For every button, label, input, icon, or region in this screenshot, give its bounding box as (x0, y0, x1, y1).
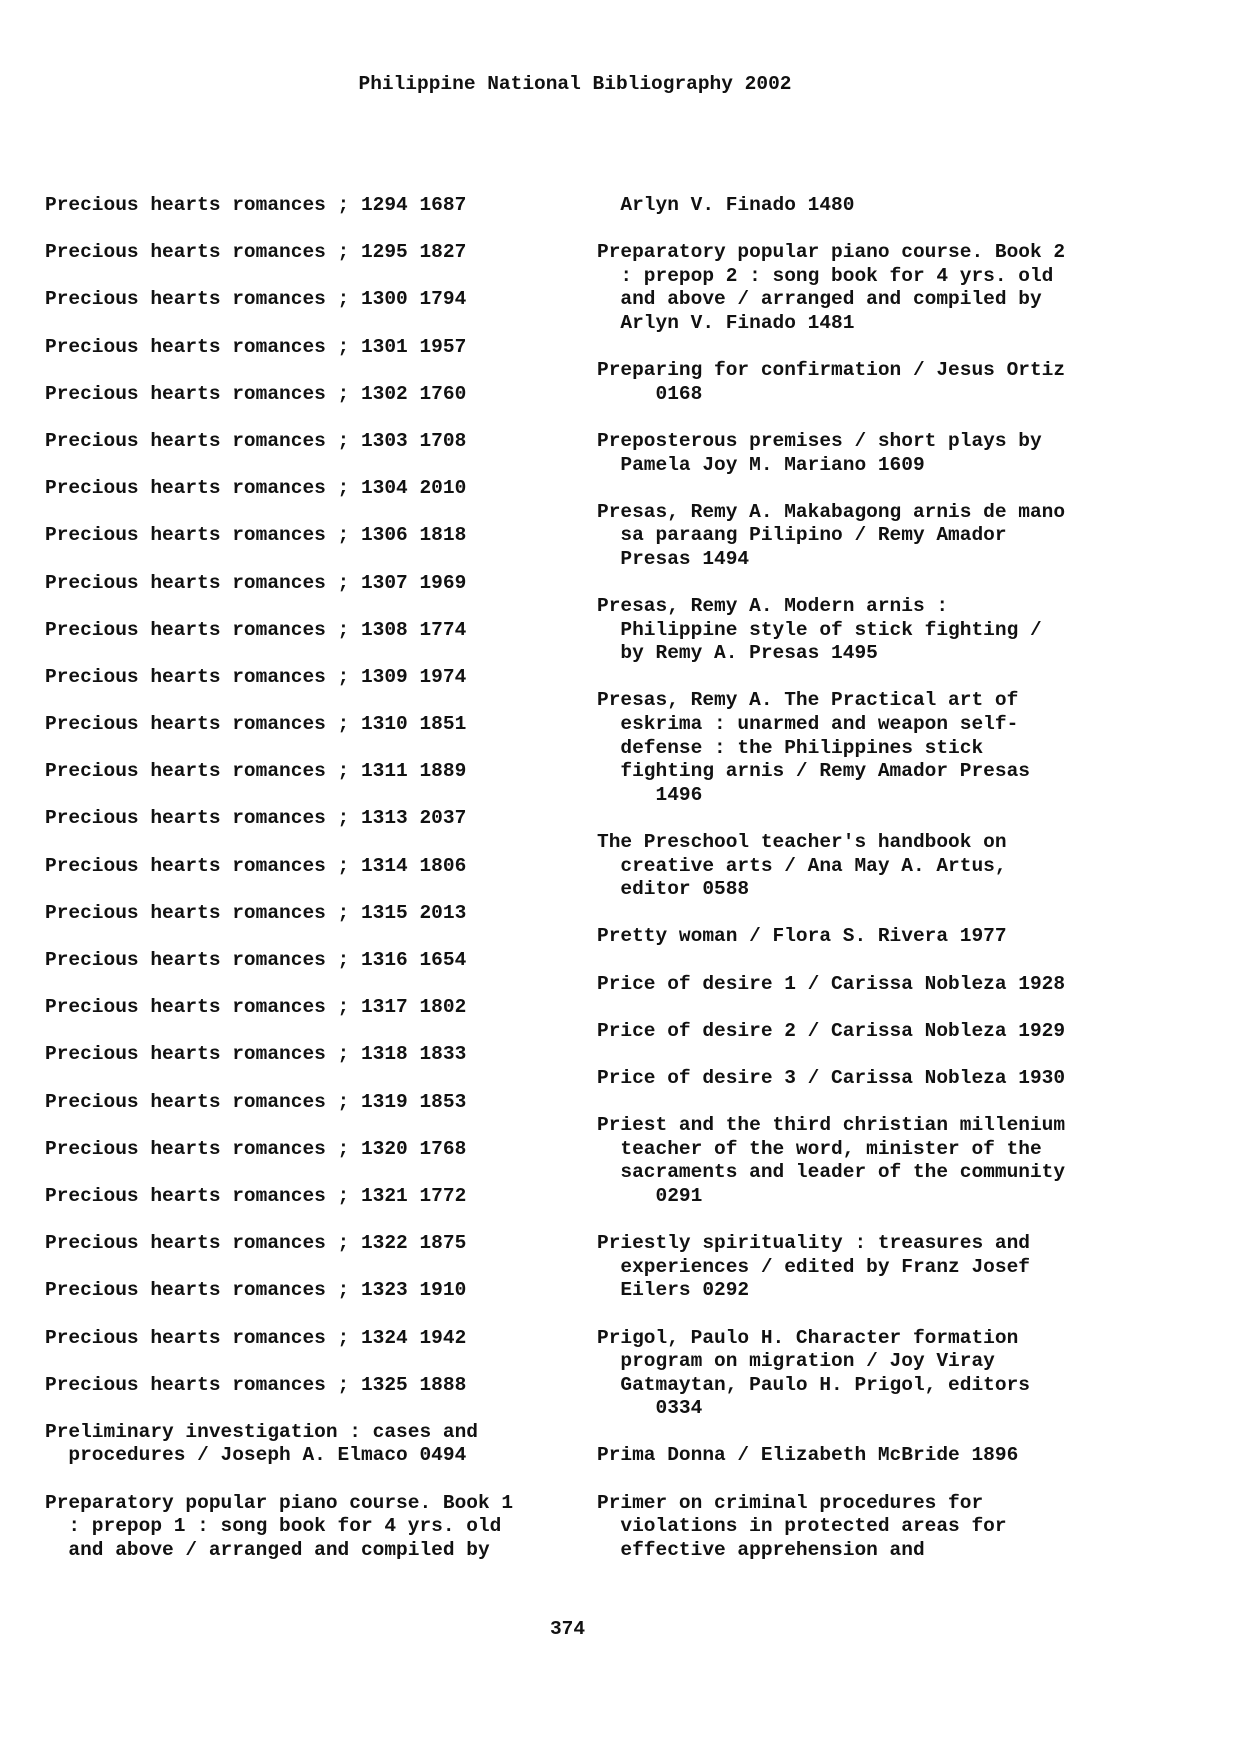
bibliography-entry (45, 902, 565, 926)
bibliography-entry (45, 949, 565, 973)
entry-line: Precious hearts romances ; 1324 1942 (45, 1326, 467, 1349)
entry-line: 1496 (597, 783, 703, 806)
bibliography-entry (45, 336, 565, 360)
entry-line: 0334 (597, 1397, 703, 1420)
bibliography-entry (45, 477, 565, 501)
bibliography-entry (45, 855, 565, 879)
bibliography-entry (45, 1185, 565, 1209)
left-column (45, 194, 565, 1586)
entry-line: Gatmaytan, Paulo H. Prigol, editors (597, 1373, 1030, 1396)
entry-line: Precious hearts romances ; 1311 1889 (45, 760, 467, 783)
entry-line: Preparing for confirmation / Jesus Ortiz (597, 359, 1066, 382)
entry-line: Precious hearts romances ; 1310 1851 (45, 713, 467, 736)
entry-line: Precious hearts romances ; 1322 1875 (45, 1232, 467, 1255)
entry-line: experiences / edited by Franz Josef (597, 1255, 1030, 1278)
entry-line: Precious hearts romances ; 1321 1772 (45, 1184, 467, 1207)
entry-line: Arlyn V. Finado 1480 (597, 194, 855, 216)
bibliography-entry (45, 1232, 565, 1256)
entry-line: by Remy A. Presas 1495 (597, 642, 878, 665)
entry-line: Precious hearts romances ; 1323 1910 (45, 1279, 467, 1302)
bibliography-entry (45, 524, 565, 548)
entry-line: procedures / Joseph A. Elmaco 0494 (45, 1444, 467, 1467)
entry-line: Precious hearts romances ; 1301 1957 (45, 335, 467, 358)
entry-line: effective apprehension and (597, 1538, 925, 1561)
bibliography-entry (597, 1327, 1157, 1421)
page-number: 374 (549, 1618, 586, 1640)
bibliography-entry (597, 359, 1157, 406)
entry-line: Presas, Remy A. The Practical art of (597, 689, 1019, 712)
entry-line: Precious hearts romances ; 1308 1774 (45, 618, 467, 641)
entry-line: : prepop 2 : song book for 4 yrs. old (597, 264, 1054, 287)
entry-line: Pamela Joy M. Mariano 1609 (597, 453, 925, 476)
entry-line: Presas 1494 (597, 547, 750, 570)
entry-line: Pretty woman / Flora S. Rivera 1977 (597, 925, 1007, 948)
entry-line: Preparatory popular piano course. Book 2 (597, 241, 1066, 264)
entry-line: The Preschool teacher's handbook on (597, 831, 1007, 854)
bibliography-entry (45, 1043, 565, 1067)
entry-line: Precious hearts romances ; 1309 1974 (45, 665, 467, 688)
entry-line: and above / arranged and compiled by (45, 1538, 490, 1561)
bibliography-entry (597, 925, 1157, 949)
entry-line: Eilers 0292 (597, 1279, 750, 1302)
entry-line: 0291 (597, 1184, 703, 1207)
page-header: Philippine National Bibliography 2002 (358, 73, 792, 95)
entry-line: Price of desire 2 / Carissa Nobleza 1929 (597, 1019, 1066, 1042)
bibliography-entry (597, 1067, 1157, 1091)
bibliography-entry (45, 1138, 565, 1162)
entry-line: Preparatory popular piano course. Book 1 (45, 1491, 514, 1514)
bibliography-entry (597, 689, 1157, 807)
entry-line: Precious hearts romances ; 1307 1969 (45, 571, 467, 594)
entry-line: fighting arnis / Remy Amador Presas (597, 760, 1030, 783)
entry-line: Preliminary investigation : cases and (45, 1420, 478, 1443)
entry-line: Precious hearts romances ; 1295 1827 (45, 241, 467, 264)
bibliography-entry (45, 996, 565, 1020)
bibliography-entry (45, 1492, 565, 1563)
entry-line: 0168 (597, 382, 703, 405)
bibliography-entry (597, 831, 1157, 902)
bibliography-entry (45, 572, 565, 596)
entry-line: Presas, Remy A. Modern arnis : (597, 595, 949, 618)
entry-line: Precious hearts romances ; 1304 2010 (45, 477, 467, 500)
bibliography-entry (45, 619, 565, 643)
entry-line: Priestly spirituality : treasures and (597, 1232, 1030, 1255)
entry-line: Presas, Remy A. Makabagong arnis de mano (597, 500, 1066, 523)
bibliography-entry (597, 973, 1157, 997)
bibliography-entry (597, 501, 1157, 572)
entry-line: Precious hearts romances ; 1302 1760 (45, 382, 467, 405)
entry-line: and above / arranged and compiled by (597, 288, 1042, 311)
entry-line: sacraments and leader of the community (597, 1161, 1066, 1184)
entry-line: Primer on criminal procedures for (597, 1491, 984, 1514)
bibliography-entry (45, 1374, 565, 1398)
bibliography-entry (45, 1091, 565, 1115)
entry-line: Precious hearts romances ; 1315 2013 (45, 901, 467, 924)
entry-line: Precious hearts romances ; 1313 2037 (45, 807, 467, 830)
entry-line: Prigol, Paulo H. Character formation (597, 1326, 1019, 1349)
bibliography-entry (45, 713, 565, 737)
bibliography-entry (45, 383, 565, 407)
bibliography-entry (597, 595, 1157, 666)
entry-line: Precious hearts romances ; 1317 1802 (45, 996, 467, 1019)
entry-line: program on migration / Joy Viray (597, 1350, 995, 1373)
entry-line: Preposterous premises / short plays by (597, 429, 1042, 452)
entry-line: : prepop 1 : song book for 4 yrs. old (45, 1515, 502, 1538)
bibliography-entry (45, 241, 565, 265)
entry-line: Philippine style of stick fighting / (597, 618, 1042, 641)
bibliography-entry (45, 1327, 565, 1351)
bibliography-entry (597, 241, 1157, 335)
entry-line: Arlyn V. Finado 1481 (597, 311, 855, 334)
bibliography-entry (45, 807, 565, 831)
bibliography-entry (45, 430, 565, 454)
bibliography-entry (597, 430, 1157, 477)
bibliography-entry (45, 194, 565, 218)
entry-line: Precious hearts romances ; 1318 1833 (45, 1043, 467, 1066)
entry-line: editor 0588 (597, 878, 750, 901)
bibliography-entry (45, 288, 565, 312)
entry-line: teacher of the word, minister of the (597, 1137, 1042, 1160)
entry-line: Precious hearts romances ; 1300 1794 (45, 288, 467, 311)
entry-line: Precious hearts romances ; 1325 1888 (45, 1373, 467, 1396)
entry-line: Precious hearts romances ; 1294 1687 (45, 194, 467, 216)
entry-line: Precious hearts romances ; 1320 1768 (45, 1137, 467, 1160)
entry-line: Precious hearts romances ; 1319 1853 (45, 1090, 467, 1113)
entry-line: creative arts / Ana May A. Artus, (597, 854, 1007, 877)
bibliography-entry (45, 1279, 565, 1303)
bibliography-entry (597, 1444, 1157, 1468)
entry-line: Price of desire 3 / Carissa Nobleza 1930 (597, 1066, 1066, 1089)
entry-line: Priest and the third christian millenium (597, 1114, 1066, 1137)
right-column (597, 194, 1157, 1586)
bibliography-entry (597, 1114, 1157, 1208)
entry-line: violations in protected areas for (597, 1515, 1007, 1538)
bibliography-entry (597, 1232, 1157, 1303)
bibliography-entry (597, 194, 1157, 218)
bibliography-entry (45, 666, 565, 690)
entry-line: Precious hearts romances ; 1314 1806 (45, 854, 467, 877)
entry-line: Precious hearts romances ; 1316 1654 (45, 949, 467, 971)
bibliography-entry (45, 1421, 565, 1468)
bibliography-entry (597, 1492, 1157, 1563)
entry-line: eskrima : unarmed and weapon self- (597, 713, 1019, 736)
bibliography-entry (597, 1020, 1157, 1044)
entry-line: sa paraang Pilipino / Remy Amador (597, 524, 1007, 547)
entry-line: defense : the Philippines stick (597, 736, 984, 759)
entry-line: Precious hearts romances ; 1303 1708 (45, 429, 467, 452)
bibliography-entry (45, 760, 565, 784)
entry-line: Precious hearts romances ; 1306 1818 (45, 524, 467, 547)
entry-line: Price of desire 1 / Carissa Nobleza 1928 (597, 972, 1066, 995)
entry-line: Prima Donna / Elizabeth McBride 1896 (597, 1444, 1019, 1467)
